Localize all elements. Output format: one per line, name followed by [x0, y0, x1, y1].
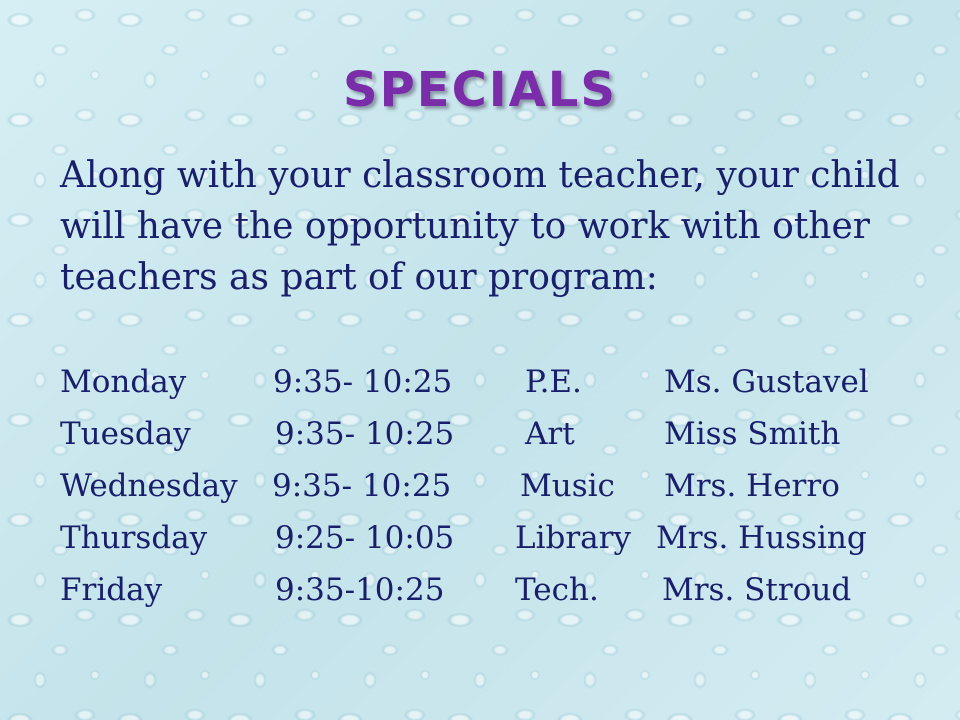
schedule-subject: Art [525, 416, 575, 452]
schedule-time: 9:35- 10:25 [273, 364, 453, 400]
slide-title: SPECIALS [343, 62, 617, 118]
schedule-teacher: Mrs. Herro [664, 468, 840, 504]
schedule-time: 9:35-10:25 [275, 572, 445, 608]
schedule-day: Thursday [60, 520, 208, 556]
schedule-row-monday [60, 356, 920, 408]
schedule-row-tuesday [60, 408, 920, 460]
schedule-subject: P.E. [525, 364, 582, 400]
schedule-teacher: Miss Smith [664, 416, 841, 452]
schedule-time: 9:35- 10:25 [272, 468, 452, 504]
schedule-row-friday [60, 564, 920, 616]
schedule-row-thursday [60, 512, 920, 564]
schedule-row-wednesday [60, 460, 920, 512]
schedule-day: Friday [60, 572, 163, 608]
schedule-teacher: Mrs. Hussing [656, 520, 867, 556]
specials-schedule [60, 356, 920, 616]
schedule-time: 9:35- 10:25 [275, 416, 455, 452]
schedule-subject: Music [520, 468, 615, 504]
schedule-subject: Tech. [515, 572, 599, 608]
schedule-day: Tuesday [60, 416, 191, 452]
schedule-day: Wednesday [60, 468, 238, 504]
schedule-time: 9:25- 10:05 [275, 520, 455, 556]
schedule-day: Monday [60, 364, 187, 400]
schedule-subject: Library [515, 520, 631, 556]
schedule-teacher: Ms. Gustavel [664, 364, 869, 400]
intro-paragraph: Along with your classroom teacher, your child will have the opportunity to work with other teachers as part of our program: [60, 155, 900, 298]
schedule-teacher: Mrs. Stroud [662, 572, 852, 608]
